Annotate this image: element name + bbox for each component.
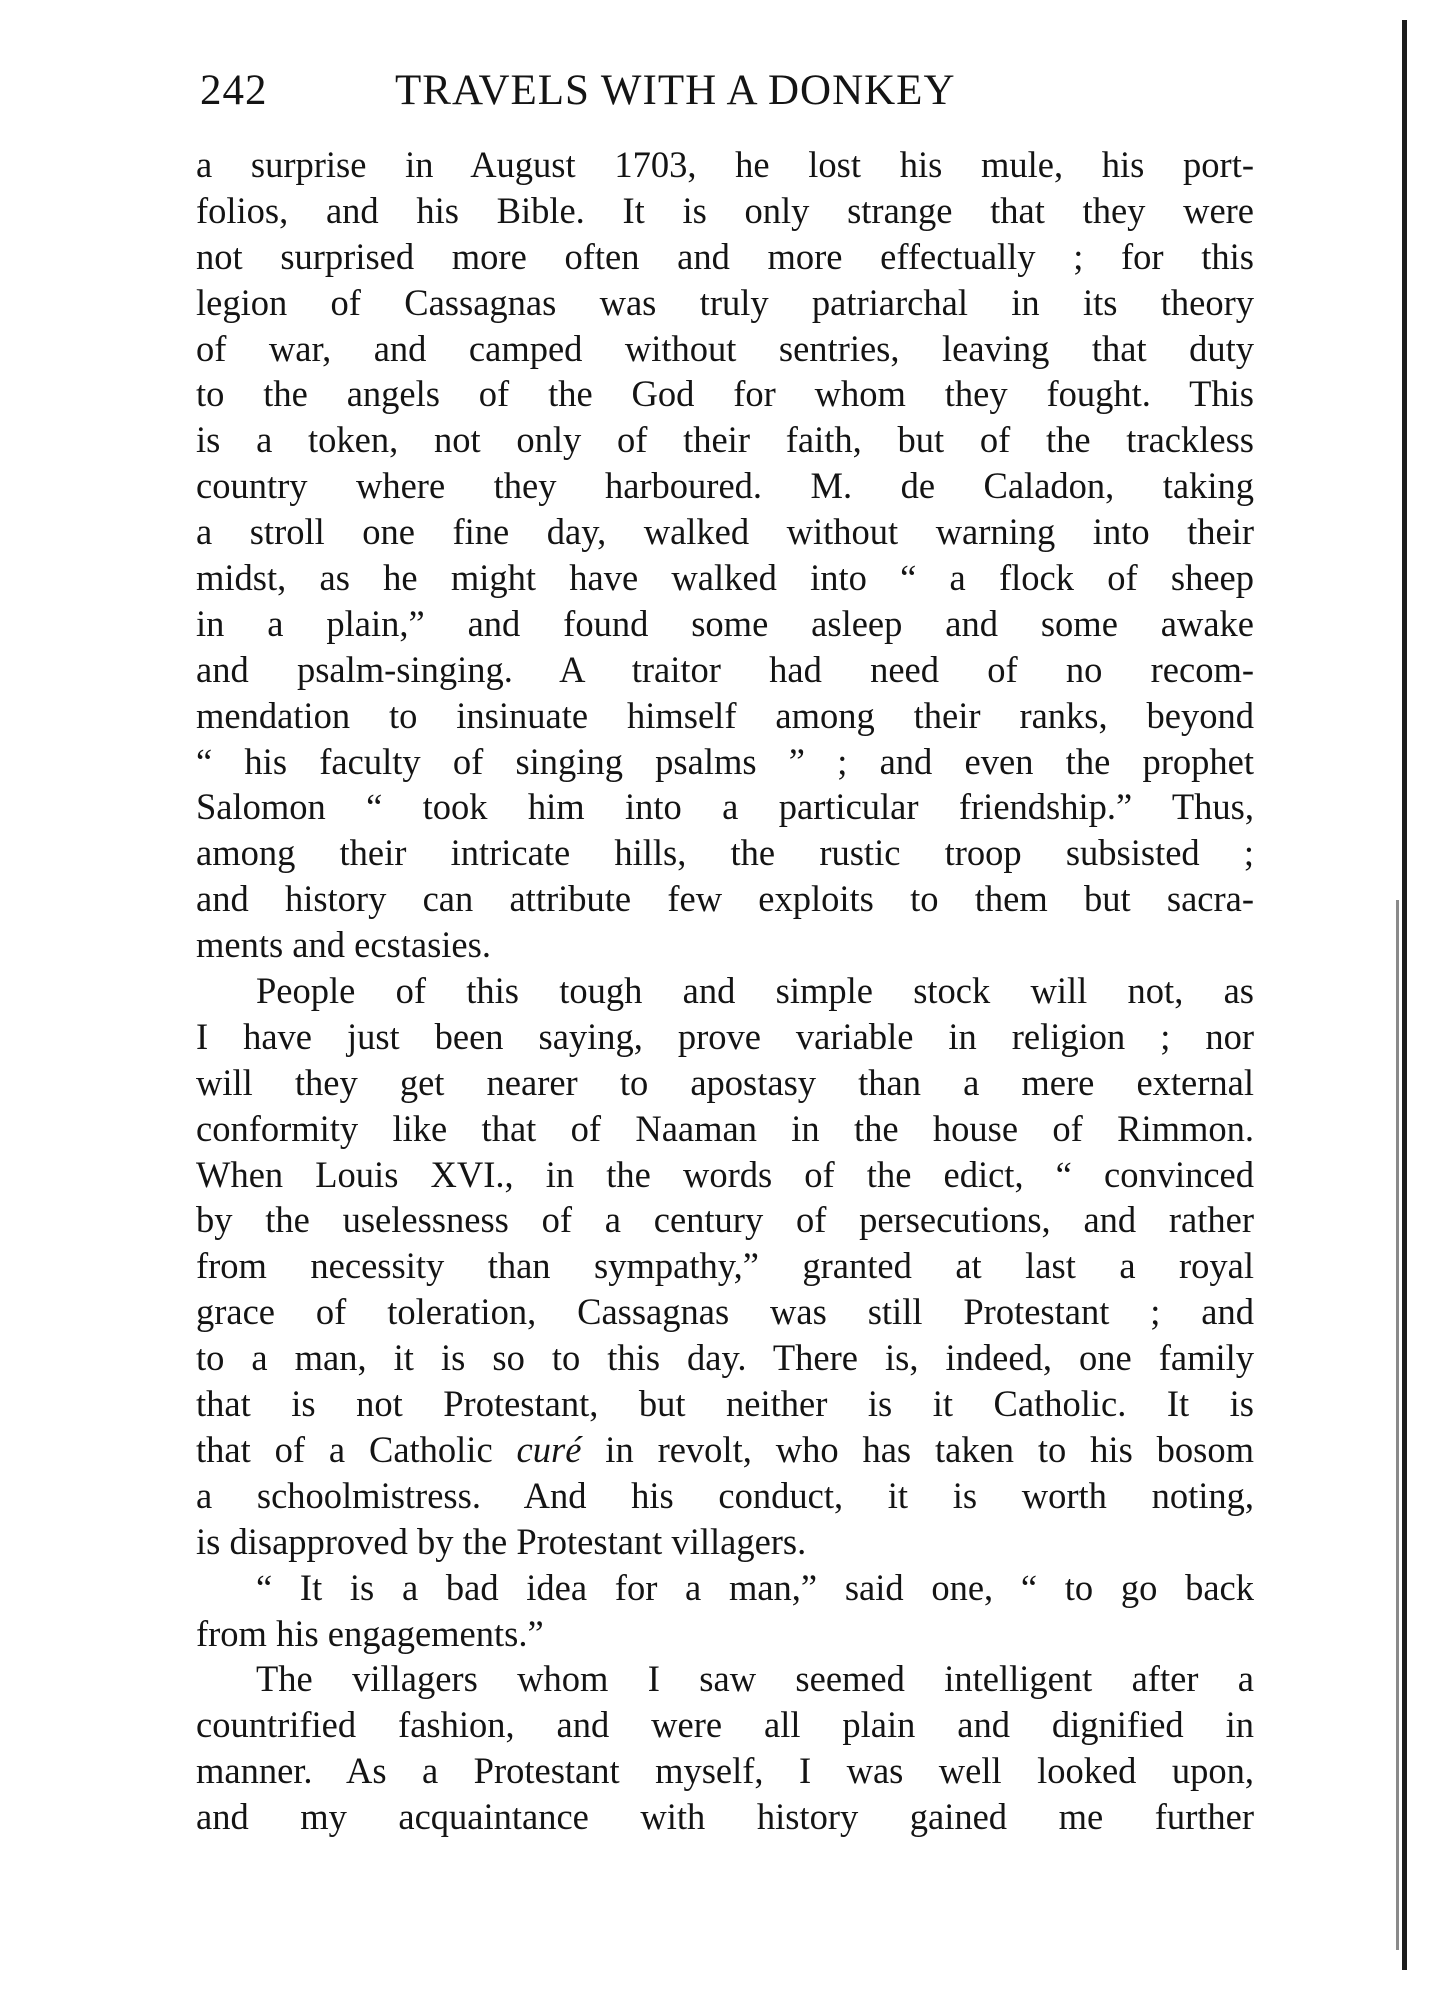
page-edge-shadow-soft <box>1396 900 1399 1950</box>
text-line-37: and my acquaintance with history gained me further <box>196 1796 1254 1838</box>
text-line-7: is a token, not only of their faith, but of the trackless <box>196 419 1254 461</box>
running-head <box>200 66 1100 126</box>
text-line-18: ments and ecstasies. <box>196 924 491 966</box>
text-line-6: to the angels of the God for whom they fought. This <box>196 373 1254 415</box>
book-title: TRAVELS WITH A DONKEY <box>395 67 956 114</box>
text-line-8: country where they harboured. M. de Caladon, taking <box>196 465 1254 507</box>
text-line-16: among their intricate hills, the rustic troop subsisted ; <box>196 832 1254 874</box>
text-line-33: from his engagements.” <box>196 1612 544 1654</box>
text-line-25: from necessity than sympathy,” granted at last a royal <box>196 1245 1254 1287</box>
text-line-35: countrified fashion, and were all plain and dignified in <box>196 1704 1254 1746</box>
text-line-29 <box>196 1427 1254 1473</box>
page-edge-shadow <box>1402 20 1407 1970</box>
text-line-4: legion of Cassagnas was truly patriarchal in its theory <box>196 281 1254 323</box>
text-line-29-end: in revolt, who has taken to his bosom <box>605 1428 1254 1470</box>
text-line-10: midst, as he might have walked into “ a flock of sheep <box>196 557 1254 599</box>
text-line-24: by the uselessness of a century of persecutions, and rather <box>196 1199 1254 1241</box>
text-line-28: that is not Protestant, but neither is it Catholic. It is <box>196 1383 1254 1425</box>
body-text <box>196 142 1254 1840</box>
text-line-5: of war, and camped without sentries, leaving that duty <box>196 327 1254 369</box>
text-line-20: I have just been saying, prove variable in religion ; nor <box>196 1015 1254 1057</box>
text-line-23: When Louis XVI., in the words of the edict, “ convinced <box>196 1153 1254 1195</box>
text-line-34: The villagers whom I saw seemed intelligent after a <box>256 1658 1254 1700</box>
text-line-1: a surprise in August 1703, he lost his mule, his port- <box>196 144 1254 185</box>
text-line-2: folios, and his Bible. It is only strange that they were <box>196 189 1254 231</box>
text-line-9: a stroll one fine day, walked without warning into their <box>196 511 1254 553</box>
text-line-36: manner. As a Protestant myself, I was well looked upon, <box>196 1750 1254 1792</box>
text-line-21: will they get nearer to apostasy than a mere external <box>196 1061 1254 1103</box>
text-line-31: is disapproved by the Protestant villagers. <box>196 1520 807 1562</box>
text-line-30: a schoolmistress. And his conduct, it is worth noting, <box>196 1474 1254 1516</box>
italic-cure: curé <box>516 1428 582 1470</box>
page-number: 242 <box>200 67 268 114</box>
text-line-12: and psalm-singing. A traitor had need of no recom- <box>196 648 1254 690</box>
text-line-32: “ It is a bad idea for a man,” said one, “ to go back <box>256 1566 1254 1608</box>
text-line-17: and history can attribute few exploits to them but sacra- <box>196 878 1254 920</box>
text-line-19: People of this tough and simple stock will not, as <box>256 970 1254 1012</box>
text-line-13: mendation to insinuate himself among their ranks, beyond <box>196 694 1254 736</box>
text-line-3: not surprised more often and more effectually ; for this <box>196 235 1254 277</box>
text-line-11: in a plain,” and found some asleep and some awake <box>196 602 1254 644</box>
text-line-22: conformity like that of Naaman in the house of Rimmon. <box>196 1107 1254 1149</box>
text-line-26: grace of toleration, Cassagnas was still Protestant ; and <box>196 1291 1254 1333</box>
text-line-29-start: that of a Catholic <box>196 1428 493 1470</box>
text-line-27: to a man, it is so to this day. There is, indeed, one family <box>196 1337 1254 1379</box>
text-line-15: Salomon “ took him into a particular friendship.” Thus, <box>196 786 1254 828</box>
text-line-14: “ his faculty of singing psalms ” ; and even the prophet <box>196 740 1254 782</box>
